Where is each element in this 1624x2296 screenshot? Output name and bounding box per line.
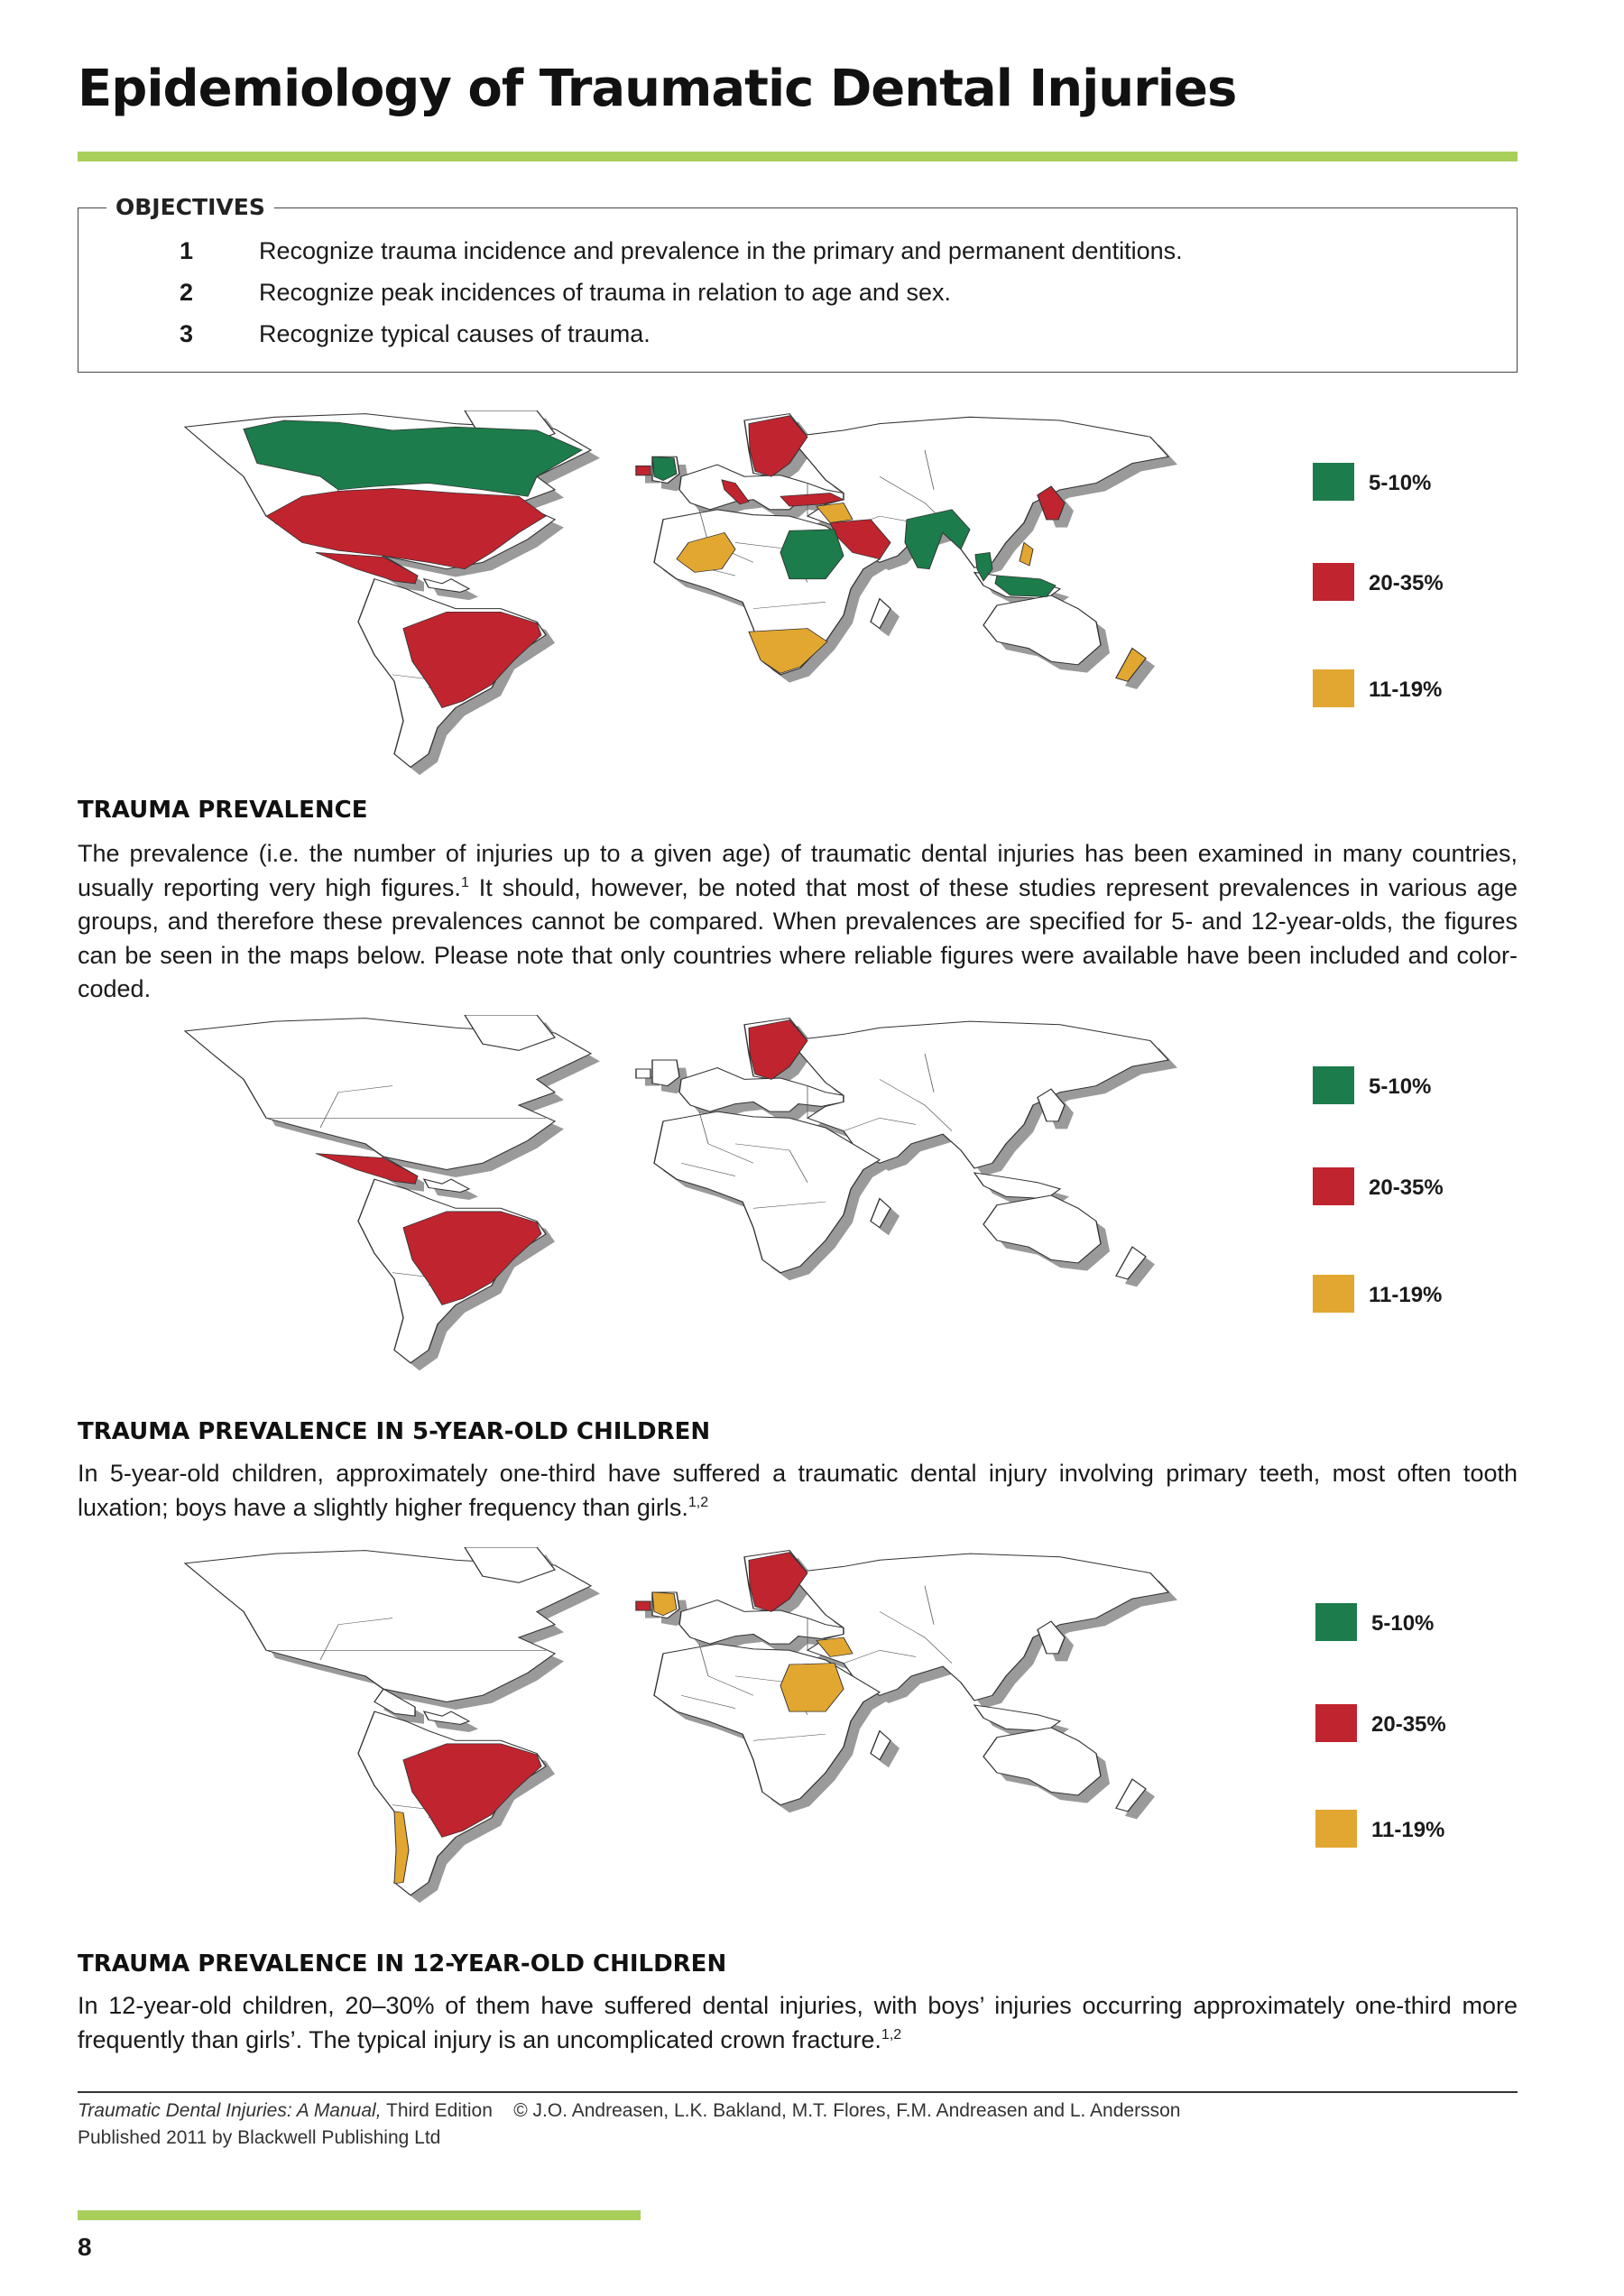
legend-label: 11-19%: [1369, 678, 1443, 702]
country-ireland: [636, 466, 651, 475]
paragraph-text: It should, however, be noted that most of these studies represent prevalences in various age groups, and therefore these prevalences cannot be compared. When prevalences are specified for 5- and 12-year-olds, the figures can be seen in the maps below. Please note that only countries where reliable figures were available have been included and color-coded.: [78, 873, 1518, 1002]
objective-number: 1: [180, 237, 194, 264]
book-title: Traumatic Dental Injuries: A Manual,: [78, 2100, 382, 2121]
country-philippines: [1020, 542, 1033, 566]
world-map-12-year-old: [158, 1547, 1186, 1908]
objective-number: 3: [180, 320, 194, 347]
legend-swatch: [1313, 1275, 1354, 1313]
footer-divider: [78, 2091, 1518, 2093]
legend-item-green: [1313, 463, 1511, 503]
legend-label: 11-19%: [1371, 1818, 1445, 1842]
page-number: 8: [78, 2233, 92, 2261]
section-paragraph-5-year-old: [78, 1457, 1518, 1525]
footer-publisher: Published 2011 by Blackwell Publishing Ltd: [78, 2127, 441, 2148]
objective-text: Recognize trauma incidence and prevalence in the primary and permanent dentitions.: [259, 237, 1183, 264]
legend-swatch: [1315, 1603, 1357, 1641]
reference-mark: 1: [460, 874, 469, 890]
country-india: [905, 510, 970, 569]
legend-swatch: [1313, 1066, 1354, 1104]
country-ireland: [636, 1601, 651, 1610]
copyright: © J.O. Andreasen, L.K. Bakland, M.T. Flores, F.M. Andreasen and L. Andersson: [513, 2100, 1181, 2121]
legend-label: 5-10%: [1369, 471, 1432, 495]
world-map-overall: [158, 410, 1186, 780]
title-underline: [78, 152, 1518, 161]
legend-label: 5-10%: [1371, 1611, 1435, 1636]
reference-mark: 1,2: [881, 2026, 902, 2042]
footer-green-bar: [78, 2210, 641, 2220]
legend-label: 20-35%: [1369, 1176, 1444, 1200]
legend-swatch: [1313, 669, 1354, 707]
footer-citation: [78, 2100, 1180, 2122]
section-heading-5-year-old: TRAUMA PREVALENCE IN 5-YEAR-OLD CHILDREN: [78, 1418, 711, 1445]
legend-label: 20-35%: [1369, 571, 1444, 595]
legend-label: 20-35%: [1371, 1712, 1446, 1737]
legend-swatch: [1315, 1810, 1357, 1848]
legend-swatch: [1313, 463, 1354, 501]
section-heading-prevalence: TRAUMA PREVALENCE: [78, 797, 368, 824]
book-edition: Third Edition: [381, 2100, 493, 2121]
legend-item-green: [1313, 1066, 1511, 1106]
reference-mark: 1,2: [687, 1494, 709, 1510]
section-paragraph-prevalence: [78, 837, 1518, 1007]
legend-item-orange: [1313, 1275, 1511, 1314]
legend-item-red: [1315, 1704, 1514, 1744]
legend-label: 5-10%: [1369, 1074, 1432, 1099]
legend-swatch: [1315, 1704, 1357, 1742]
objectives-box: [78, 207, 1518, 373]
objective-number: 2: [180, 279, 194, 306]
world-map-5-year-old: [158, 1015, 1186, 1376]
section-paragraph-12-year-old: [78, 1989, 1518, 2057]
legend-item-red: [1313, 563, 1511, 603]
page-title: Epidemiology of Traumatic Dental Injuries: [78, 60, 1237, 118]
legend-item-red: [1313, 1167, 1511, 1207]
legend-label: 11-19%: [1369, 1283, 1443, 1307]
paragraph-text: In 5-year-old children, approximately one-third have suffered a traumatic dental injury involving primary teeth, most often tooth luxation; boys have a slightly higher frequency than girls.: [78, 1460, 1518, 1521]
paragraph-text: In 12-year-old children, 20–30% of them have suffered dental injuries, with boys’ injuries occurring approximately one-third more frequently than girls’. The typical injury is an uncomplicated crown fracture.: [78, 1992, 1518, 2053]
objective-text: Recognize typical causes of trauma.: [259, 320, 651, 347]
objective-text: Recognize peak incidences of trauma in relation to age and sex.: [259, 279, 951, 306]
legend-swatch: [1313, 563, 1354, 601]
legend-swatch: [1313, 1167, 1354, 1205]
legend-item-green: [1315, 1603, 1514, 1643]
paragraph-text: The prevalence (i.e. the number of injuries up to a given age) of traumatic dental injuries has been examined in many countries, usually reporting very high figures.: [78, 840, 1518, 901]
legend-item-orange: [1315, 1810, 1514, 1849]
legend-item-orange: [1313, 669, 1511, 709]
section-heading-12-year-old: TRAUMA PREVALENCE IN 12-YEAR-OLD CHILDREN: [78, 1950, 727, 1978]
objectives-heading: OBJECTIVES: [106, 194, 274, 220]
